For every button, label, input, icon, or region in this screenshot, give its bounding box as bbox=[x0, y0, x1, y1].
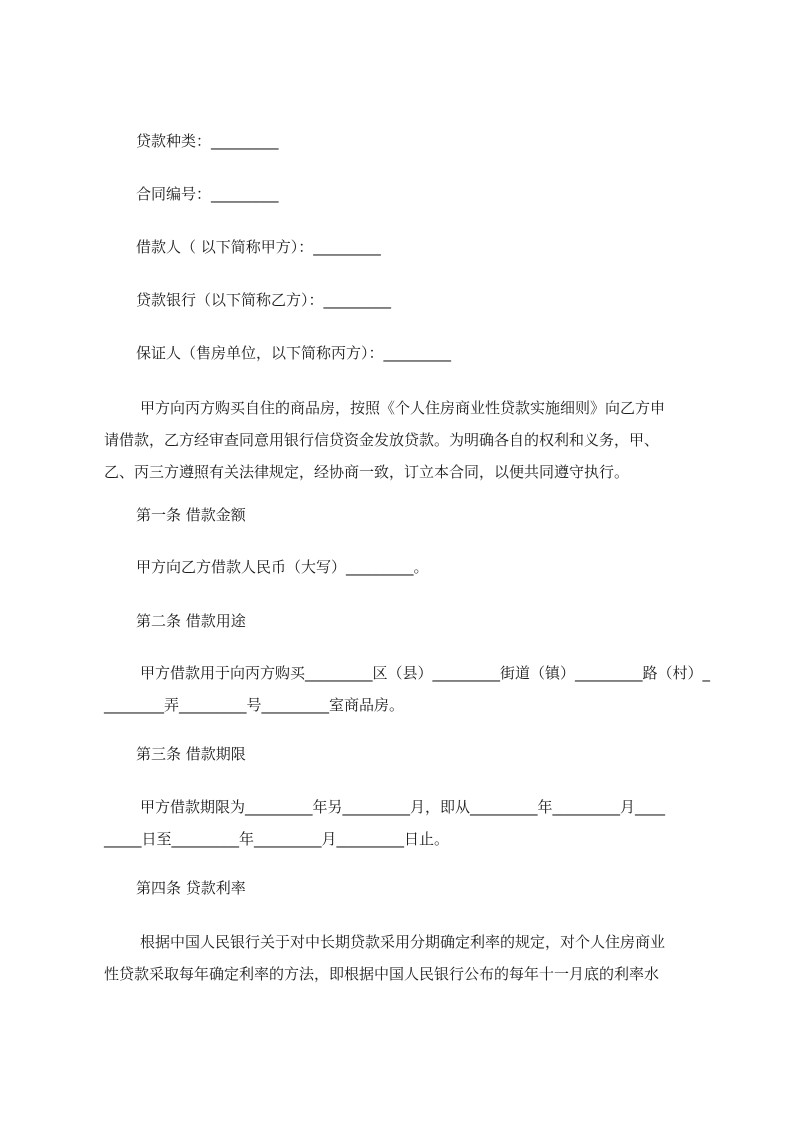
article-3-line: _____日至_________年_________月_________日止。 bbox=[104, 830, 450, 848]
article-1-heading: 第一条 借款金额 bbox=[136, 506, 246, 524]
preamble-line: 甲方向丙方购买自住的商品房，按照《个人住房商业性贷款实施细则》向乙方申 bbox=[140, 399, 666, 417]
article-4-line: 性贷款采取每年确定利率的方法，即根据中国人民银行公布的每年十一月底的利率水 bbox=[104, 965, 660, 983]
preamble-line: 乙、丙三方遵照有关法律规定，经协商一致，订立本合同，以便共同遵守执行。 bbox=[104, 463, 630, 481]
article-2-line: ________弄_________号_________室商品房。 bbox=[104, 696, 405, 714]
lender-field: 贷款银行（以下简称乙方）：_________ bbox=[136, 291, 392, 309]
article-4-line: 根据中国人民银行关于对中长期贷款采用分期确定利率的规定，对个人住房商业 bbox=[140, 933, 666, 951]
article-4-paragraph bbox=[104, 932, 704, 996]
guarantor-field: 保证人（售房单位，以下简称丙方）：_________ bbox=[136, 344, 452, 362]
article-2-paragraph bbox=[104, 663, 711, 727]
preamble-paragraph bbox=[104, 398, 704, 494]
loan-type-field: 贷款种类：_________ bbox=[136, 132, 279, 150]
article-4-heading: 第四条 贷款利率 bbox=[136, 879, 246, 897]
article-2-line: 甲方借款用于向丙方购买_________区（县）_________街道（镇）_________路（村）_ bbox=[140, 664, 711, 682]
article-3-heading: 第三条 借款期限 bbox=[136, 745, 246, 763]
article-1-text: 甲方向乙方借款人民币（大写）_________。 bbox=[136, 558, 429, 576]
article-3-paragraph bbox=[104, 797, 704, 861]
article-2-heading: 第二条 借款用途 bbox=[136, 612, 246, 630]
contract-number-field: 合同编号：_________ bbox=[136, 185, 279, 203]
preamble-line: 请借款，乙方经审查同意用银行信贷资金发放贷款。为明确各自的权利和义务，甲、 bbox=[104, 431, 660, 449]
article-3-line: 甲方借款期限为_________年另_________月，即从_________年_________月____ bbox=[140, 798, 666, 816]
borrower-field: 借款人（ 以下简称甲方）：_________ bbox=[136, 238, 381, 256]
